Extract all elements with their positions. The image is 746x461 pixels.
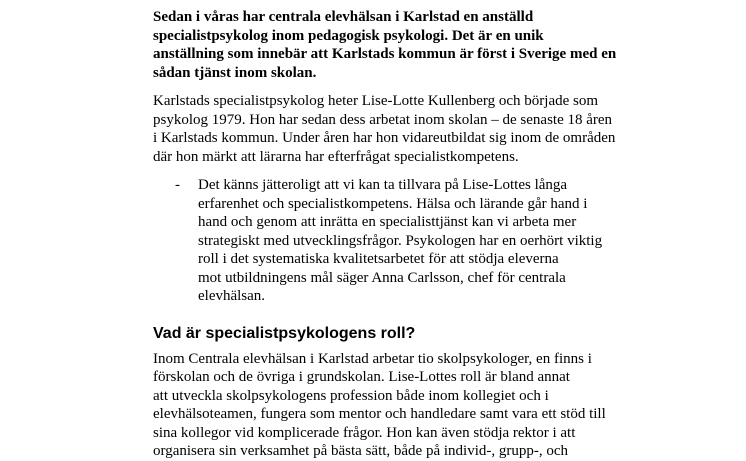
section-line: sina kollegor vid komplicerade frågor. Hon kan även stödja rektor i att [153,424,576,441]
intro-paragraph [153,92,623,166]
quote-line: erfarenhet och specialistkompetens. Hälsa och lärande går hand i [198,195,588,212]
quote-line: roll i det systematiska kvalitetsarbetet för att stödja eleverna [198,251,559,267]
section-paragraph [153,350,623,461]
section-line: elevhälsoteamen, fungera som mentor och handledare samt vara ett stöd till [153,406,606,422]
section-heading: Vad är specialistpsykologens roll? [153,324,416,342]
quote-line: strategiskt med utvecklingsfrågor. Psykologen har en oerhört viktig [198,232,603,249]
document-page [153,0,623,461]
quote-block [153,176,623,306]
lead-line: anställning som innebär att Karlstads kommun är först i Sverige med en [153,46,617,62]
intro-line: Karlstads specialistpsykolog heter Lise-Lotte Kullenberg och började som [153,93,599,109]
quote-line: mot utbildningens mål säger Anna Carlsson, chef för centrala [198,269,566,286]
quote-line: elevhälsan. [198,288,266,304]
intro-line: i Karlstads kommun. Under åren har hon vidareutbildat sig inom de områden [153,130,616,146]
quote-line: Det känns jätteroligt att vi kan ta tillvara på Lise-Lottes långa [198,177,568,193]
lead-line: specialistpsykolog inom pedagogisk psykologi. Det är en unik [153,27,544,44]
quote-dash: - [175,177,180,193]
lead-paragraph [153,8,623,82]
section-line: förskolan och de övriga i grundskolan. Lise-Lottes roll är bland annat [153,369,570,385]
intro-line: där hon märkt att lärarna har efterfrågat specialistkompetens. [153,148,519,165]
section-line: Inom Centrala elevhälsan i Karlstad arbetar tio skolpsykologer, en finns i [153,350,592,367]
quote-line: hand och genom att inrätta en specialisttjänst kan vi arbeta mer [198,214,577,230]
lead-line: Sedan i våras har centrala elevhälsan i Karlstad en anställd [153,9,534,25]
lead-line: sådan tjänst inom skolan. [153,64,317,81]
intro-line: psykolog 1979. Hon har sedan dess arbetat inom skolan – de senaste 18 åren [153,111,613,128]
section-line: organisera sin verksamhet på bästa sätt, både på individ-, grupp-, och [153,443,569,459]
section-line: att utveckla skolpsykologens profession både inom kollegiet och i [153,387,549,404]
